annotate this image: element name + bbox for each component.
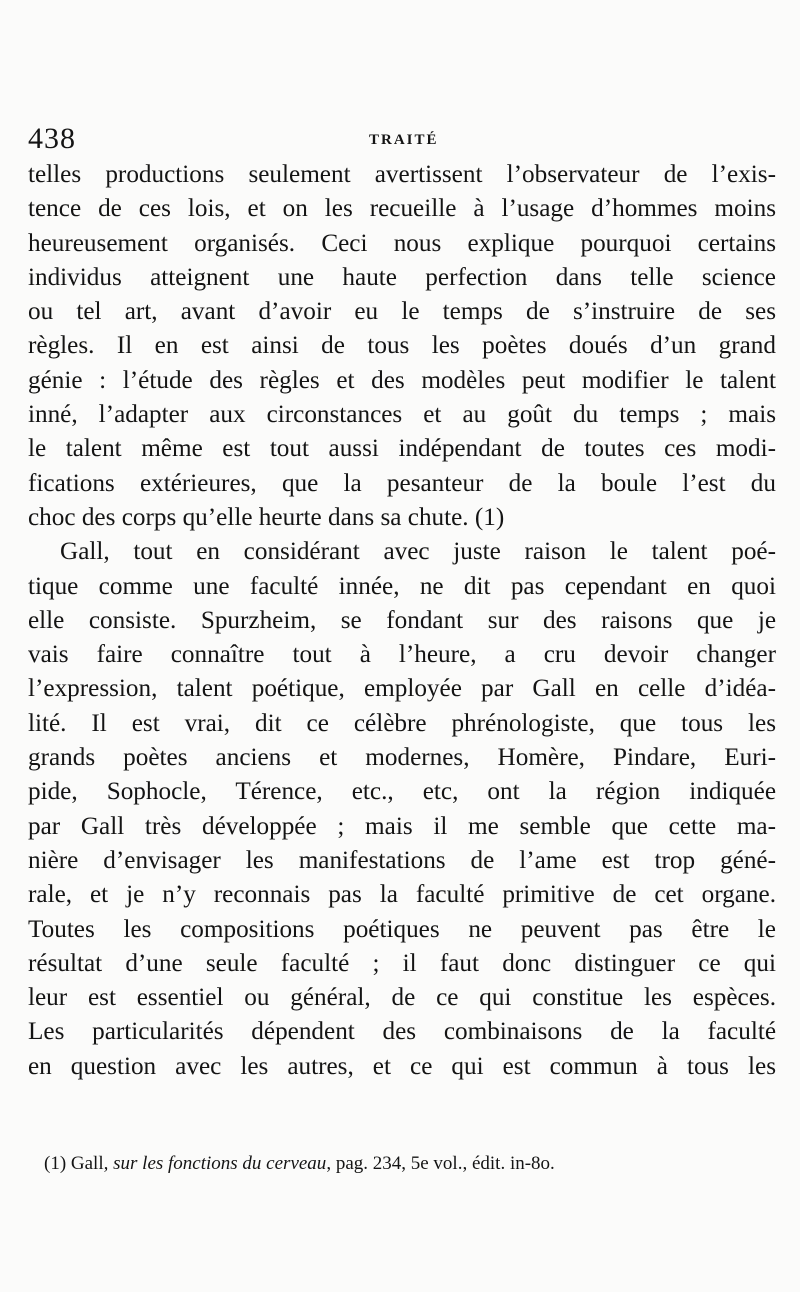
text-line: grands poètes anciens et modernes, Homère, Pindare, Euri-: [28, 744, 776, 772]
text-line: par Gall très développée ; mais il me semble que cette ma-: [28, 812, 776, 840]
text-line: heureusement organisés. Ceci nous explique pourquoi certains: [28, 229, 776, 257]
text-line: Toutes les compositions poétiques ne peuvent pas être le: [28, 915, 776, 943]
footnote-title: , sur les fonctions du cerveau: [103, 1153, 327, 1174]
text-line: règles. Il en est ainsi de tous les poètes doués d’un grand: [28, 332, 776, 360]
text-line: le talent même est tout aussi indépendant de toutes ces modi-: [28, 435, 776, 463]
text-line: vais faire connaître tout à l’heure, a cru devoir changer: [28, 641, 776, 669]
text-line: fications extérieures, que la pesanteur de la boule l’est du: [28, 469, 776, 497]
body-text: [28, 158, 776, 1084]
footnote-details: , pag. 234, 5e vol., édit. in-8o.: [326, 1153, 555, 1174]
footnote: [44, 1152, 784, 1176]
page-number: 438: [28, 122, 76, 155]
text-line: Les particularités dépendent des combinaisons de la faculté: [28, 1018, 776, 1046]
text-line: l’expression, talent poétique, employée par Gall en celle d’idéa-: [28, 675, 776, 703]
text-line: lité. Il est vrai, dit ce célèbre phrénologiste, que tous les: [28, 709, 776, 737]
text-line: telles productions seulement avertissent l’observateur de l’exis-: [28, 161, 776, 188]
text-line: nière d’envisager les manifestations de l’ame est trop géné-: [28, 846, 776, 874]
text-line: génie : l’étude des règles et des modèles peut modifier le talent: [28, 366, 776, 394]
text-line: Gall, tout en considérant avec juste raison le talent poé-: [60, 538, 776, 566]
text-line: rale, et je n’y reconnais pas la faculté primitive de cet organe.: [28, 881, 776, 909]
text-line: tique comme une faculté innée, ne dit pas cependant en quoi: [28, 572, 776, 600]
running-head: TRAITÉ: [369, 132, 439, 148]
text-line: pide, Sophocle, Térence, etc., etc, ont la région indiquée: [28, 778, 776, 806]
page-header: [28, 118, 788, 162]
text-line: en question avec les autres, et ce qui est commun à tous les: [28, 1052, 776, 1080]
text-line: elle consiste. Spurzheim, se fondant sur des raisons que je: [28, 606, 776, 634]
footnote-author: Gall: [70, 1153, 104, 1174]
text-line: individus atteignent une haute perfection dans telle science: [28, 263, 776, 291]
text-line: tence de ces lois, et on les recueille à l’usage d’hommes moins: [28, 195, 776, 223]
text-line: ou tel art, avant d’avoir eu le temps de s’instruire de ses: [28, 298, 776, 326]
text-line: choc des corps qu’elle heurte dans sa chute. (1): [28, 503, 505, 531]
text-line: leur est essentiel ou général, de ce qui constitue les espèces.: [28, 984, 776, 1012]
footnote-marker: (1): [44, 1153, 67, 1174]
text-line: résultat d’une seule faculté ; il faut donc distinguer ce qui: [28, 949, 776, 977]
text-line: inné, l’adapter aux circonstances et au goût du temps ; mais: [28, 401, 776, 429]
